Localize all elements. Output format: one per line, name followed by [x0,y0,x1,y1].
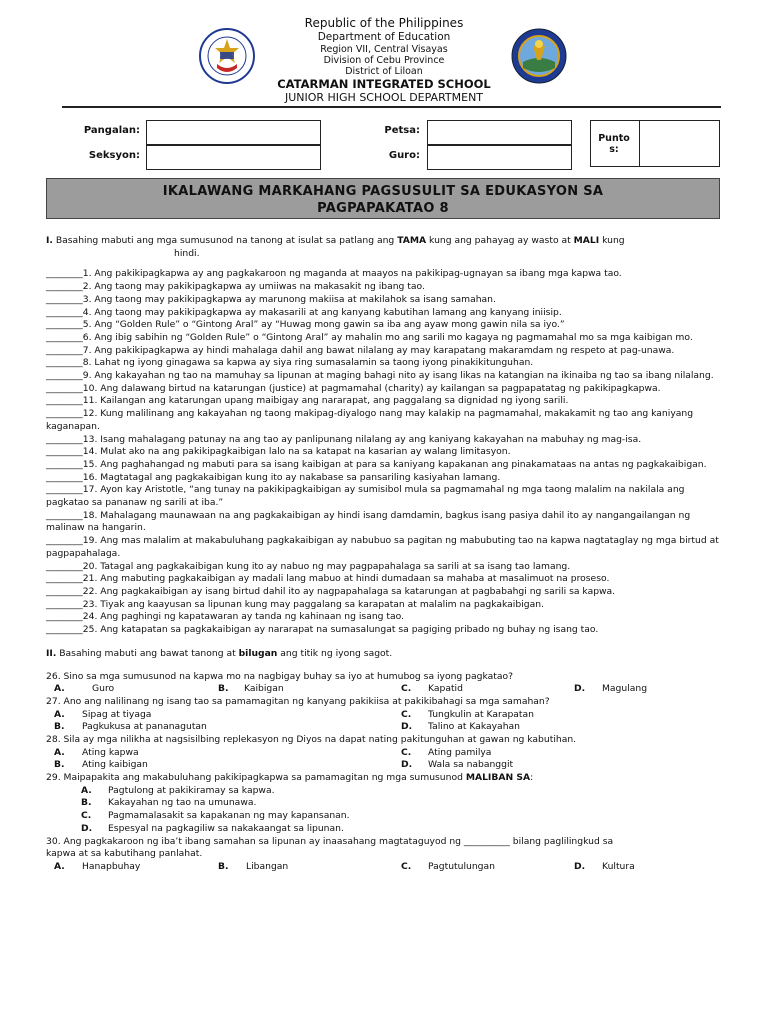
q29-choice-d[interactable]: Espesyal na pagkagiliw sa nakakaangat sa lipunan. [108,822,344,834]
tf-item: ________9. Ang kakayahan ng tao na mamuhay sa lipunan at maging bahagi nito ay isang likas na katangian na ikinaiba ng tao sa ibang nilalang. [46,370,714,382]
q26-choice-a[interactable]: Guro [92,683,115,695]
q30-letter-a: A. [54,860,65,872]
pangalan-field[interactable] [146,120,321,145]
q30-letter-c: C. [401,860,412,872]
q30-choice-b[interactable]: Libangan [246,860,289,872]
q30-choice-c[interactable]: Pagtutulungan [428,860,495,872]
q29-choice-row-b [46,797,722,810]
tf-item: ________12. Kung malilinang ang kakayahan ng taong makipag-diyalogo nang may kalakip na pagmamahal, makakamit ng tao ang kaniyang kaganapan. [46,408,694,432]
division-seal-logo [511,28,567,84]
q28-choice-d[interactable]: Wala sa nabanggit [428,759,514,771]
q29-choice-row-c [46,810,722,823]
q29-choice-row-a [46,785,722,798]
tf-item: ________6. Ang ibig sabihin ng “Golden Rule” o “Gintong Aral” ay mahalin mo ang sarili mo kagaya ng pagmamahal mo sa mga kaibigan mo. [46,331,693,343]
question-27: 27. Ano ang nalilinang ng isang tao sa pamamagitan ng kanyang pakikiisa at pakikibahagi sa mga samahan? [46,695,550,707]
tf-item: ________17. Ayon kay Aristotle, “ang tunay na pakikipagkaibigan ay sumisibol mula sa pagmamahal ng mga taong malalim na nakilala ang pagkatao sa pananaw ng sarili at iba.” [46,484,685,509]
true-false-list [46,268,722,636]
q28-letter-a: A. [54,746,65,758]
question-29: 29. Maipapakita ang makabuluhang pakikipagkapwa sa pamamagitan ng mga sumusunod MALIBAN SA: [46,772,534,784]
q27-choices-row2 [46,721,722,734]
question-28: 28. Sila ay mga nilikha at nagsisilbing replekasyon ng Diyos na dapat nating pakitunguhan at gawan ng kabutihan. [46,733,577,745]
tf-item: ________25. Ang katapatan sa pagkakaibigan ay nararapat na sumasalungat sa pagiging pribado ng buhay ng isang tao. [46,624,599,636]
tf-item: ________2. Ang taong may pakikipagkapwa ay umiiwas na makasakit ng ibang tao. [46,281,425,293]
seksyon-field[interactable] [146,145,321,170]
q26-letter-b: B. [218,683,229,695]
q28-choices-row1 [46,747,722,760]
petsa-label: Petsa: [384,125,420,136]
q26-choices [46,683,722,696]
tf-item: ________21. Ang mabuting pagkakaibigan ay madali lang mabuo at hindi dumadaan sa mahaba at masalimuot na proseso. [46,573,610,585]
q29-letter-a: A. [81,784,92,796]
q29-choice-b[interactable]: Kakayahan ng tao na umunawa. [108,797,257,809]
q27-choices-row1 [46,709,722,722]
tf-item: ________11. Kailangan ang katarungan upang maibigay ang nararapat, ang paggalang sa dignidad ng iyong sarili. [46,395,569,407]
q30-letter-b: B. [218,860,229,872]
puntos-box [590,120,720,167]
q28-choice-c[interactable]: Ating pamilya [428,746,492,758]
q30-choice-a[interactable]: Hanapbuhay [82,860,141,872]
q28-choice-a[interactable]: Ating kapwa [82,746,139,758]
q29-choice-a[interactable]: Pagtulong at pakikiramay sa kapwa. [108,784,275,796]
part1-instruction: I. Basahing mabuti ang mga sumusunod na tanong at isulat sa patlang ang TAMA kung ang pahayag ay wasto at MALI kung [46,235,625,246]
puntos-field[interactable] [640,121,719,166]
tf-item: ________22. Ang pagkakaibigan ay isang birtud dahil ito ay nagpapahalaga sa katarungan at pagbabahgi ng sarili sa kapwa. [46,585,616,597]
seksyon-label: Seksyon: [88,150,140,161]
q27-choice-c[interactable]: Tungkulin at Karapatan [428,708,534,720]
q29-letter-d: D. [81,822,93,834]
q28-letter-c: C. [401,746,412,758]
puntos-label: Punto s: [598,133,630,155]
department-name: JUNIOR HIGH SCHOOL DEPARTMENT [284,91,484,104]
q26-letter-c: C. [401,683,412,695]
q30-letter-d: D. [574,860,586,872]
tf-item: ________15. Ang paghahangad ng mabuti para sa isang kaibigan at para sa kaniyang kapakanan ang pinakamataas na antas ng pagkakaibigan. [46,458,707,470]
tf-item: ________10. Ang dalawang birtud na katarungan (justice) at pagmamahal (charity) ay kailangan sa pagpapatatag ng pakikipagkapwa. [46,382,661,394]
q29-choice-row-d [46,823,722,836]
q27-letter-d: D. [401,721,413,733]
tf-item: ________7. Ang pakikipagkapwa ay hindi mahalaga dahil ang bawat nilalang ay may karapatang makaramdam ng respeto at pag-unawa. [46,344,675,356]
part2-instruction: II. Basahing mabuti ang bawat tanong at bilugan ang titik ng iyong sagot. [46,647,393,659]
republic-line: Republic of the Philippines [304,16,464,30]
deped-seal-logo [199,28,255,84]
q27-letter-b: B. [54,721,65,733]
guro-label: Guro: [388,150,420,161]
tf-item: ________14. Mulat ako na ang pakikipagkaibigan lalo na sa katapat na kasarian ay walang limitasyon. [46,446,511,458]
q28-letter-b: B. [54,759,65,771]
question-30: 30. Ang pagkakaroon ng iba’t ibang samahan sa lipunan ay inaasahang magtataguyod ng __________ bilang paglilingkud sa [46,835,614,847]
q28-letter-d: D. [401,759,413,771]
part1-instruction-cont: hindi. [174,247,200,259]
q29-letter-c: C. [81,810,92,822]
q30-choice-d[interactable]: Kultura [602,860,635,872]
exam-title [46,178,720,219]
tf-item: ________1. Ang pakikipagkapwa ay ang pagkakaroon ng maganda at maayos na pakikipag-ugnayan sa ibang mga kapwa tao. [46,268,622,280]
department-line: Department of Education [317,31,451,43]
tf-item: ________4. Ang taong may pakikipagkapwa ay makasarili at ang kanyang kabutihan lamang ang kanyang iniisip. [46,306,562,318]
q28-choices-row2 [46,759,722,772]
q29-letter-b: B. [81,797,92,809]
school-name: CATARMAN INTEGRATED SCHOOL [277,77,491,91]
tf-item: ________19. Ang mas malalim at makabuluhang pagkakaibigan ay nabubuo sa pagitan ng mabubuting tao na kapwa nagtataglay ng mga birtud at pagpapahalaga. [46,535,719,559]
q27-choice-a[interactable]: Sipag at tiyaga [82,708,152,720]
question-30-cont: kapwa at sa kabutihang panlahat. [46,848,203,860]
tf-item: ________20. Tatagal ang pagkakaibigan kung ito ay nabuo ng may pagpapahalaga sa sarili at sa isang tao lamang. [46,560,571,572]
tf-item: ________23. Tiyak ang kaayusan sa lipunan kung may paggalang sa karapatan at malalim na pagkakaibigan. [46,598,544,610]
district-line: District of Liloan [345,66,423,77]
q27-letter-c: C. [401,708,412,720]
exam-body [46,235,722,874]
region-line: Region VII, Central Visayas [320,44,448,55]
tf-item: ________16. Magtatagal ang pagkakaibigan kung ito ay nakabase sa pansariling kasiyahan lamang. [46,471,501,483]
petsa-field[interactable] [427,120,572,145]
header-rule [62,106,721,108]
q26-choice-d[interactable]: Magulang [602,683,648,695]
tf-item: ________13. Isang mahalagang patunay na ang tao ay panlipunang nilalang ay ang kaniyang kakayahan na mabuhay ng mag-isa. [46,433,642,445]
q26-letter-d: D. [574,683,586,695]
q27-letter-a: A. [54,708,65,720]
q27-choice-d[interactable]: Talino at Kakayahan [428,721,520,733]
division-line: Division of Cebu Province [323,55,445,66]
q29-choice-c[interactable]: Pagmamalasakit sa kapakanan ng may kapansanan. [108,810,350,822]
q26-choice-c[interactable]: Kapatid [428,683,463,695]
guro-field[interactable] [427,145,572,170]
pangalan-label: Pangalan: [83,125,140,136]
tf-item: ________3. Ang taong may pakikipagkapwa ay marunong makiisa at makilahok sa isang samahan. [46,293,496,305]
tf-item: ________5. Ang “Golden Rule” o “Gintong Aral” ay “Huwag mong gawin sa iba ang ayaw mong gawin nila sa iyo.” [46,319,565,331]
tf-item: ________18. Mahalagang maunawaan na ang pagkakaibigan ay hindi isang damdamin, bagkus isang pasiya dahil ito ay nangangailangan ng malinaw na hangarin. [46,509,691,534]
tf-item: ________24. Ang paghingi ng kapatawaran ay tanda ng kahinaan ng isang tao. [46,611,405,623]
title-line-1: IKALAWANG MARKAHANG PAGSUSULIT SA EDUKASYON SA [162,184,604,199]
question-26: 26. Sino sa mga sumusunod na kapwa mo na nagbigay buhay sa iyo at humubog sa iyong pagkatao? [46,670,513,682]
q30-choices [46,861,722,874]
q27-choice-b[interactable]: Pagkukusa at pananagutan [82,721,207,733]
q26-letter-a: A. [54,683,65,695]
title-line-2: PAGPAPAKATAO 8 [317,201,449,216]
q26-choice-b[interactable]: Kaibigan [244,683,284,695]
tf-item: ________8. Lahat ng iyong ginagawa sa kapwa ay siya ring sumasalamin sa taong iyong pinakikitunguhan. [46,357,534,369]
q28-choice-b[interactable]: Ating kaibigan [82,759,148,771]
